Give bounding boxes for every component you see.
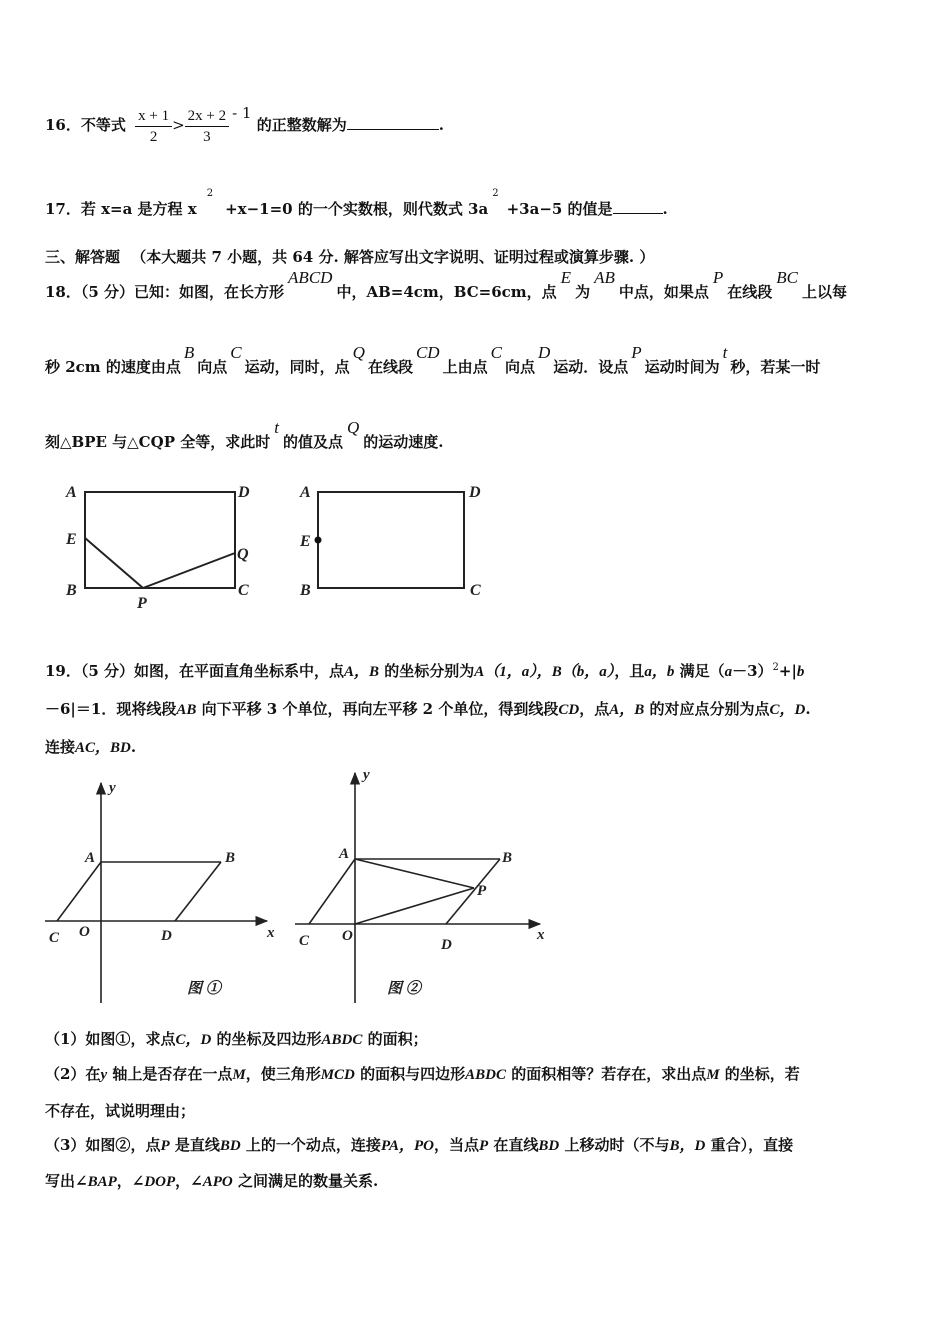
fig2-label-y: y: [363, 767, 370, 783]
q19-text: 上的一个动点，连接: [240, 1136, 381, 1154]
fig1-caption: 图 ①: [187, 981, 221, 997]
q18-text: 运动，同时，点: [244, 358, 350, 376]
q18-text: 秒，若某一时: [730, 358, 821, 376]
segment-pq: [143, 553, 235, 588]
fig2-caption: 图 ②: [387, 981, 421, 997]
q19-italic: AB: [176, 702, 197, 718]
q18-sym-p: P: [631, 343, 642, 362]
q19-italic: B，D: [669, 1138, 706, 1154]
q18-text: 为: [575, 283, 591, 301]
q19-text: 向下平移 3 个单位，再向左平移 2 个单位，得到线段: [196, 700, 559, 718]
fig1-label-q: Q: [237, 546, 249, 563]
rectangle-abcd-2: [318, 492, 464, 588]
q19-italic: P: [160, 1138, 170, 1154]
q19-sup: 2: [772, 662, 779, 673]
fig1-label-d: D: [161, 928, 172, 944]
q19-line-2: [45, 698, 811, 721]
q19-text: 的坐标及四边形: [211, 1030, 322, 1048]
fig2-label-c: C: [470, 582, 481, 599]
q19-italic: ABDC: [321, 1032, 363, 1048]
q19-line-3: [45, 736, 136, 759]
q18-text: 在线段: [367, 358, 413, 376]
q19-italic: C，D: [175, 1032, 212, 1048]
fig1-label-a: A: [85, 850, 96, 866]
q19-italic: a: [724, 664, 733, 680]
q18-text: 向点: [504, 358, 535, 376]
q19-line-1: [45, 660, 804, 685]
q19-italic: DOP: [144, 1174, 176, 1190]
q18-text: 向点: [197, 358, 228, 376]
q18-sym-q: Q: [352, 343, 365, 362]
q17-line: [45, 188, 668, 223]
q19-text: －3）: [732, 662, 773, 680]
fig1-label-c: C: [238, 582, 249, 599]
fig2-label-o: O: [342, 928, 353, 944]
q19-italic: b: [796, 664, 805, 680]
fig2-label-a: A: [300, 484, 311, 501]
q16-fraction-1: $\frac{x + 1}{2}$: [135, 106, 172, 147]
fig1-label-y: y: [109, 780, 116, 796]
q19-text: 是直线: [169, 1136, 220, 1154]
q19-text: 的对应点分别为点: [644, 700, 770, 718]
segment-pe: [85, 538, 143, 588]
fig2-segment-pa: [355, 859, 474, 888]
rectangle-abcd: [85, 492, 235, 588]
q18-sym-q: Q: [346, 418, 360, 437]
fig2-label-b: B: [300, 582, 311, 599]
q19-text: 满足（: [674, 662, 725, 680]
fig1-label-b: B: [66, 582, 77, 599]
q19-italic: y: [100, 1067, 108, 1083]
q19-italic: BAP: [87, 1174, 117, 1190]
q19-text: ，且: [614, 662, 645, 680]
q19-part-1: [45, 1028, 428, 1051]
q18-sym-c: C: [490, 343, 502, 362]
fig2-label-x: x: [537, 927, 545, 943]
section3-title: 三、解答题: [45, 248, 121, 266]
q19-italic: MCD: [320, 1067, 355, 1083]
fig1-label-c: C: [49, 930, 60, 946]
q17-end: .: [662, 200, 668, 218]
q19-text: 连接: [45, 738, 76, 756]
q16-answer-blank[interactable]: [347, 117, 439, 130]
q19-text: .: [130, 738, 137, 756]
fig1-label-p: P: [137, 595, 147, 612]
q19-italic: BD: [219, 1138, 241, 1154]
q19-part-3-line-2: [45, 1170, 378, 1193]
q19-text: .: [805, 700, 811, 718]
fig2-label-d: D: [469, 484, 481, 501]
fig1-label-b: B: [225, 850, 236, 866]
q18-sym-abcd: ABCD: [288, 268, 333, 287]
q18-text: 秒 2cm 的速度由点: [45, 358, 181, 376]
q19-text: 上移动时（不与: [559, 1136, 670, 1154]
q19-text: 的面积与四边形: [354, 1065, 466, 1083]
q17-sup-2: 2: [492, 188, 499, 199]
q19-text: 不存在，试说明理由；: [45, 1102, 196, 1120]
q18-text: 中点，如果点: [618, 283, 709, 301]
q18-sym-cd: CD: [415, 343, 440, 362]
q18-sym-t: t: [722, 343, 728, 362]
fig2-segment-ac: [309, 859, 355, 924]
q18-line-3: [45, 418, 444, 453]
q19-text: ，∠: [116, 1172, 145, 1190]
q19-italic: AC，BD: [75, 740, 131, 756]
q19-figure-1: [45, 783, 267, 1003]
fig1-label-d: D: [238, 484, 250, 501]
fig2-label-e: E: [300, 533, 311, 550]
q19-text: ，使三角形: [245, 1065, 321, 1083]
q18-text: 中，AB=4cm，BC=6cm，点: [336, 283, 557, 301]
q18-sym-d: D: [537, 343, 551, 362]
q19-part-2-line-1: [45, 1063, 800, 1086]
q18-figures: [55, 475, 515, 615]
q19-text: +|: [778, 662, 797, 680]
fig1-segment-ac: [57, 862, 101, 921]
q19-text: 的面积相等？若存在，求出点: [505, 1065, 707, 1083]
fig1-label-o: O: [79, 924, 90, 940]
q19-text: 的坐标，若: [719, 1065, 800, 1083]
q19-text: （2）在: [45, 1065, 101, 1083]
q19-text: 轴上是否存在一点: [107, 1065, 233, 1083]
q16-end: .: [438, 116, 445, 134]
fig2-segment-bd: [446, 859, 500, 924]
fig2-label-c: C: [299, 933, 310, 949]
q16-prefix: 不等式: [80, 116, 126, 134]
fig1-label-x: x: [267, 925, 275, 941]
q17-part-3: +3a−5 的值是: [506, 200, 613, 218]
q19-italic: A（1，a），B（b，a）: [474, 664, 615, 680]
q18-text: 上由点: [442, 358, 488, 376]
q18-sym-c: C: [230, 343, 242, 362]
q16-suffix: 的正整数解为: [256, 116, 347, 134]
q18-sym-p: P: [712, 268, 724, 287]
q18-sym-b: B: [183, 343, 195, 362]
q19-italic: BD: [538, 1138, 560, 1154]
q16-gt: >: [172, 116, 185, 134]
q16-fraction-2: $\frac{2x + 2}{3}$: [185, 106, 229, 147]
q17-answer-blank[interactable]: [613, 201, 663, 214]
q19-part-2-line-2: [45, 1100, 195, 1122]
q18-text: 18．（5 分）已知：如图，在长方形: [45, 283, 285, 301]
fig2-segment-po: [355, 888, 474, 924]
q19-text: －6|＝1．现将线段: [45, 700, 177, 718]
q19-italic: APO: [202, 1174, 233, 1190]
q19-italic: a，b: [644, 664, 675, 680]
q18-figure-1: [85, 492, 235, 588]
fig1-label-e: E: [66, 531, 77, 548]
q17-number: 17．: [45, 200, 81, 218]
section3-note: （本大题共 7 小题，共 64 分. 解答应写出文字说明、证明过程或演算步骤. ）: [131, 248, 655, 266]
q19-text: 之间满足的数量关系.: [232, 1172, 379, 1190]
q19-italic: M: [232, 1067, 246, 1083]
fig1-segment-bd: [175, 862, 221, 921]
q19-italic: M: [706, 1067, 720, 1083]
q19-italic: A，B: [609, 702, 645, 718]
q18-text: 在线段: [727, 283, 773, 301]
fig2-label-d: D: [441, 937, 452, 953]
q19-text: ，∠: [175, 1172, 203, 1190]
q19-text: 的面积；: [362, 1030, 428, 1048]
q17-sup-1: 2: [206, 188, 214, 199]
q19-text: 重合），直接: [705, 1136, 794, 1154]
point-e: [315, 537, 322, 544]
q18-text: 的值及点: [282, 433, 343, 451]
fig2-label-a: A: [339, 846, 350, 862]
q19-italic: PA，PO: [380, 1138, 434, 1154]
q18-text: 的运动速度.: [363, 433, 444, 451]
q18-figure-2: [318, 492, 464, 588]
q18-sym-bc: BC: [776, 268, 799, 287]
q19-text: （3）如图②，点: [45, 1136, 161, 1154]
q18-text: 运动时间为: [644, 358, 720, 376]
q18-sym-ab: AB: [594, 268, 615, 287]
fig2-label-b: B: [502, 850, 513, 866]
q18-text: 刻△BPE 与△CQP 全等，求此时: [45, 433, 271, 451]
q16-line: [45, 100, 444, 150]
q18-line-2: [45, 343, 821, 378]
q19-text: （1）如图①，求点: [45, 1030, 176, 1048]
q19-text: 19．（5 分）如图，在平面直角坐标系中，点: [45, 662, 345, 680]
q19-figures: [45, 765, 555, 1010]
q17-part-1: 若 x=a 是方程 x: [80, 200, 197, 218]
q18-sym-e: E: [560, 268, 572, 287]
section3-header: [45, 246, 654, 268]
q19-italic: CD: [558, 702, 580, 718]
q19-text: 的坐标分别为: [379, 662, 475, 680]
q19-text: ，点: [579, 700, 610, 718]
q16-minus-one: - 1: [232, 104, 252, 122]
q19-italic: P: [479, 1138, 489, 1154]
fig2-label-p: P: [477, 883, 487, 899]
q18-text: 运动．设点: [553, 358, 629, 376]
q18-text: 上以每: [802, 283, 848, 301]
q19-text: 写出∠: [45, 1172, 88, 1190]
fig1-label-a: A: [66, 484, 77, 501]
q19-text: ，当点: [434, 1136, 480, 1154]
q19-part-3-line-1: [45, 1134, 793, 1157]
q18-line-1: [45, 268, 848, 303]
q19-italic: C，D: [769, 702, 806, 718]
q19-text: 在直线: [488, 1136, 539, 1154]
q19-italic: A，B: [344, 664, 380, 680]
q19-italic: ABDC: [465, 1067, 506, 1083]
q18-sym-t: t: [274, 418, 279, 437]
q19-figure-2: [295, 773, 540, 1003]
q16-number: 16．: [45, 116, 81, 134]
q17-part-2: +x−1=0 的一个实数根，则代数式 3a: [225, 200, 489, 218]
